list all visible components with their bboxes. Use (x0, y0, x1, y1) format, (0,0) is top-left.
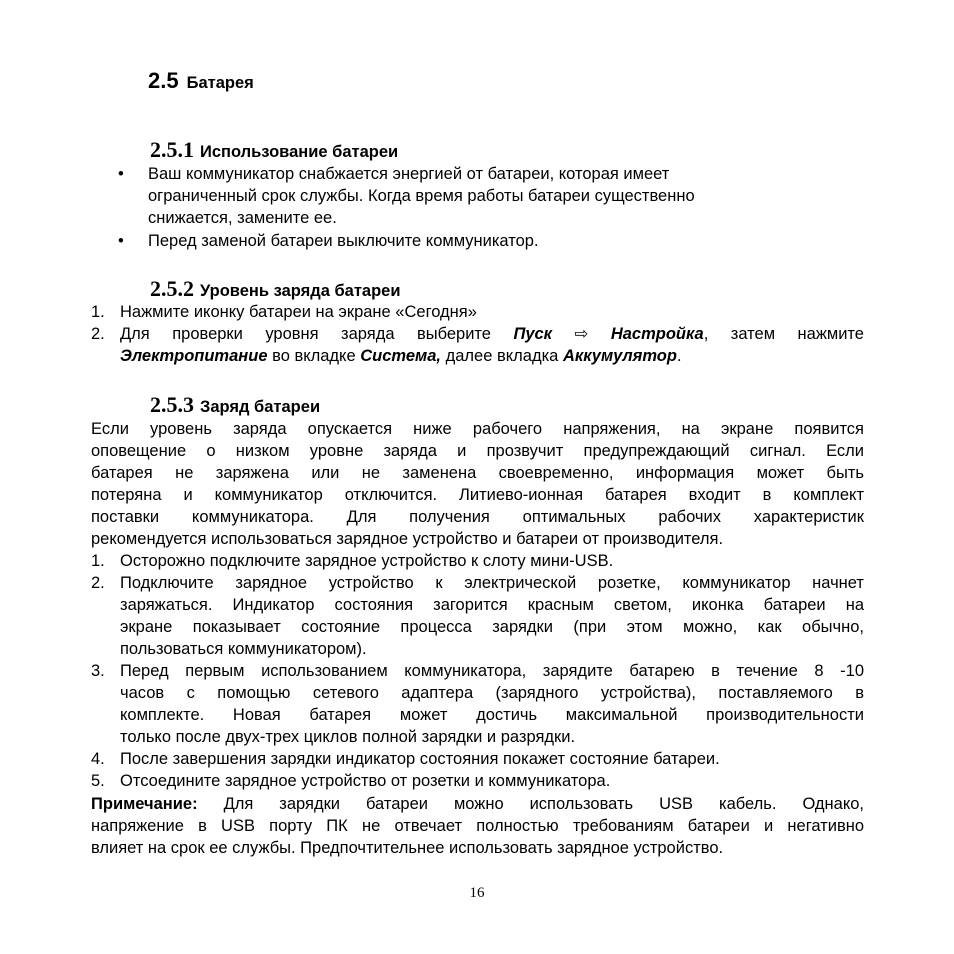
subsection-title: Заряд батареи (200, 398, 321, 416)
list-item: Перед первым использованием коммуникатора, зарядите батарею в течение 8 -10 (120, 662, 864, 680)
list-item: часов с помощью сетевого адаптера (зарядного устройства), поставляемого в (120, 684, 864, 702)
list-item: Осторожно подключите зарядное устройство к слоту мини-USB. (120, 552, 614, 570)
subsection-number: 2.5.1 (150, 137, 194, 162)
bullet-text: Ваш коммуникатор снабжается энергией от батареи, которая имеет (148, 165, 670, 183)
page-number: 16 (469, 885, 485, 901)
subsection-title: Уровень заряда батареи (200, 282, 401, 300)
subsection-number: 2.5.3 (150, 392, 194, 417)
section-heading (148, 68, 254, 94)
bullet-text: снижается, замените ее. (148, 209, 337, 227)
list-item: Подключите зарядное устройство к электрической розетке, коммуникатор начнет (120, 574, 864, 592)
list-item: Электропитание во вкладке Система, далее вкладка Аккумулятор. (120, 347, 682, 365)
section-number: 2.5 (148, 68, 179, 93)
bullet-text: Перед заменой батареи выключите коммуникатор. (148, 232, 539, 250)
bullet-marker: • (118, 165, 124, 183)
subsection-heading-2 (150, 276, 401, 302)
paragraph-line: потеряна и коммуникатор отключится. Литиево-ионная батарея входит в комплект (91, 486, 864, 504)
list-item: Отсоедините зарядное устройство от розетки и коммуникатора. (120, 772, 611, 790)
list-number: 5. (91, 772, 105, 790)
note-line: Примечание: Для зарядки батареи можно использовать USB кабель. Однако, (91, 795, 864, 813)
paragraph-line: батарея не заряжена или не заменена своевременно, информация может быть (91, 464, 864, 482)
list-item: только после двух-трех циклов полной зарядки и разрядки. (120, 728, 576, 746)
subsection-heading-1 (150, 137, 398, 163)
note-line: напряжение в USB порту ПК не отвечает полностью требованиям батареи и негативно (91, 817, 864, 835)
list-number: 1. (91, 552, 105, 570)
list-number: 2. (91, 325, 105, 343)
subsection-title: Использование батареи (200, 143, 399, 161)
bullet-text: ограниченный срок службы. Когда время работы батареи существенно (148, 187, 695, 205)
list-item: После завершения зарядки индикатор состояния покажет состояние батареи. (120, 750, 720, 768)
list-number: 3. (91, 662, 105, 680)
list-number: 1. (91, 303, 105, 321)
paragraph-line: поставки коммуникатора. Для получения оптимальных рабочих характеристик (91, 508, 864, 526)
list-number: 4. (91, 750, 105, 768)
subsection-heading-3 (150, 392, 320, 418)
list-item: экране показывает состояние процесса зарядки (при этом можно, как обычно, (120, 618, 864, 636)
list-item: Нажмите иконку батареи на экране «Сегодня» (120, 303, 477, 321)
list-item: заряжаться. Индикатор состояния загорится красным светом, иконка батареи на (120, 596, 864, 614)
list-item: комплекте. Новая батарея может достичь максимальной производительности (120, 706, 864, 724)
paragraph-line: оповещение о низком уровне заряда и прозвучит предупреждающий сигнал. Если (91, 442, 864, 460)
list-number: 2. (91, 574, 105, 592)
list-item: Для проверки уровня заряда выберите Пуск ⇨ Настройка, затем нажмите (120, 325, 864, 343)
note-line: влияет на срок ее службы. Предпочтительнее использовать зарядное устройство. (91, 839, 724, 857)
section-title: Батарея (186, 74, 254, 92)
bullet-marker: • (118, 232, 124, 250)
list-item: пользоваться коммуникатором). (120, 640, 367, 658)
paragraph-line: рекомендуется использоваться зарядное устройство и батареи от производителя. (91, 530, 724, 548)
note-label: Примечание: (91, 795, 198, 813)
subsection-number: 2.5.2 (150, 276, 194, 301)
paragraph-line: Если уровень заряда опускается ниже рабочего напряжения, на экране появится (91, 420, 864, 438)
